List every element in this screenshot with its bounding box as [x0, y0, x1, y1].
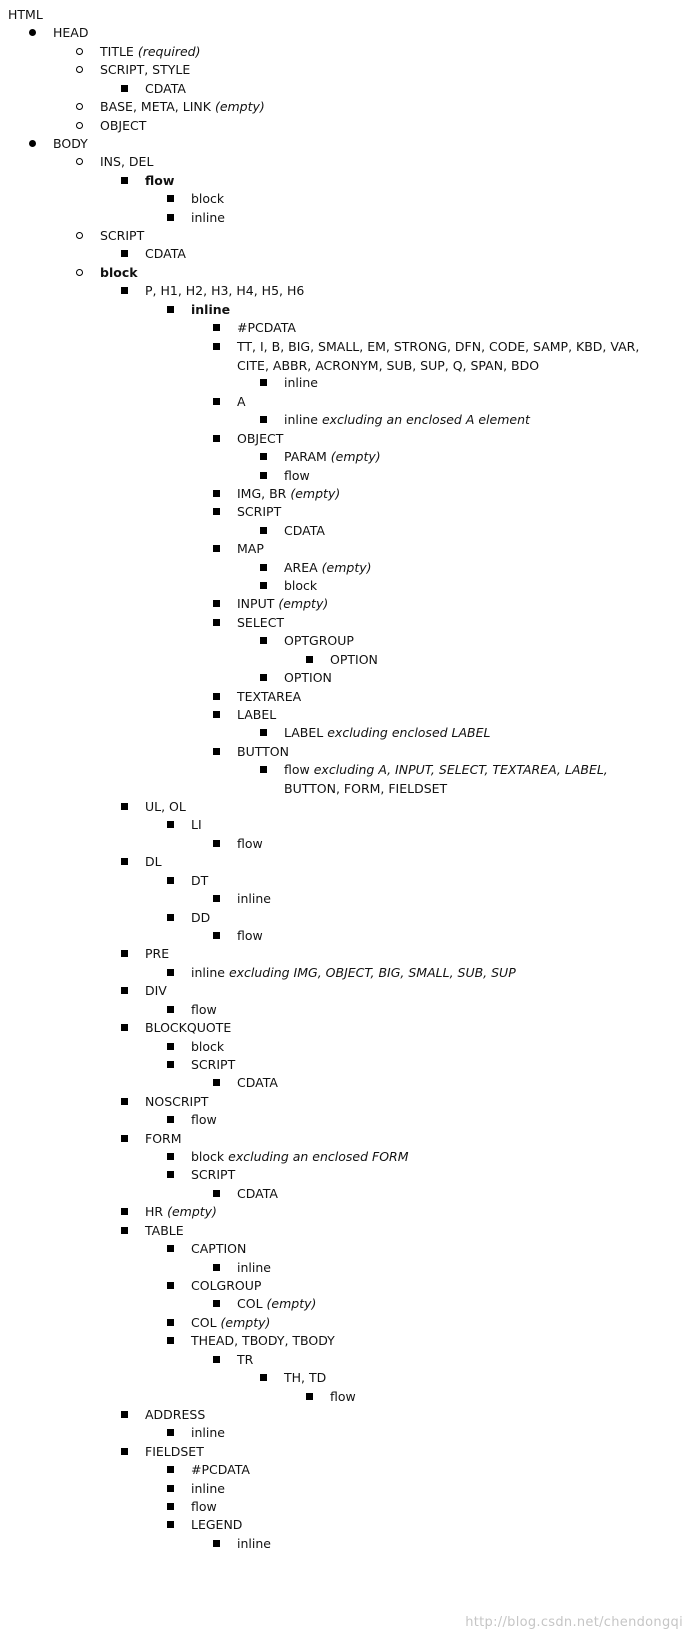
tree-node-th-td — [284, 1368, 326, 1387]
node-note: (empty) — [290, 485, 341, 501]
tree-node-p-h — [145, 281, 304, 300]
square-bullet-icon — [258, 466, 268, 485]
node-label: BODY — [53, 135, 88, 151]
node-label: SCRIPT — [100, 228, 145, 244]
node-label: inline — [191, 964, 225, 980]
tree-node-address — [145, 1405, 205, 1424]
tree-node-dd — [191, 908, 210, 927]
node-label: flow — [330, 1388, 356, 1404]
node-label: BASE, META, LINK — [100, 99, 211, 115]
node-label: CDATA — [237, 1185, 278, 1201]
tree-node-colgroup — [191, 1276, 261, 1295]
tree-node-tr — [237, 1350, 253, 1369]
node-label: TITLE — [100, 43, 134, 59]
node-label: block — [191, 191, 225, 207]
square-bullet-icon — [165, 1331, 175, 1350]
node-label: LEGEND — [191, 1517, 243, 1533]
tree-node-block-bq — [191, 1037, 224, 1056]
tree-node-select — [237, 613, 284, 632]
tree-node-optgroup — [284, 631, 354, 650]
node-label: MAP — [237, 541, 264, 557]
node-label: NOSCRIPT — [145, 1093, 209, 1109]
tree-node-body — [53, 134, 88, 153]
tree-node-map — [237, 539, 264, 558]
square-bullet-icon — [119, 79, 129, 98]
tree-node-col-in-group — [237, 1294, 316, 1313]
square-bullet-icon — [211, 687, 221, 706]
tree-node-flow-button — [284, 760, 608, 798]
tree-node-textarea — [237, 687, 301, 706]
node-label: COLGROUP — [191, 1277, 262, 1293]
square-bullet-icon — [211, 742, 221, 761]
node-label: TABLE — [145, 1222, 184, 1238]
tree-node-label-inner — [284, 723, 491, 742]
node-label: FORM — [145, 1130, 182, 1146]
square-bullet-icon — [165, 815, 175, 834]
tree-node-inline-pre — [191, 963, 516, 982]
node-note: (empty) — [167, 1204, 217, 1220]
node-label: inline — [191, 301, 231, 317]
circle-bullet-icon — [74, 263, 84, 282]
node-label: CDATA — [284, 522, 325, 538]
node-label: SCRIPT — [237, 504, 282, 520]
node-label: inline — [284, 412, 318, 428]
tree-node-inline-p — [191, 300, 230, 319]
square-bullet-icon — [304, 1387, 314, 1406]
tree-node-inline-dt — [237, 889, 271, 908]
tree-node-flow-noscript — [191, 1110, 217, 1129]
tree-node-ins-del — [100, 152, 153, 171]
node-label: PARAM — [284, 449, 327, 465]
circle-bullet-icon — [74, 152, 84, 171]
square-bullet-icon — [119, 944, 129, 963]
square-bullet-icon — [211, 502, 221, 521]
node-label: BUTTON — [237, 743, 289, 759]
square-bullet-icon — [211, 1294, 221, 1313]
node-label: BLOCKQUOTE — [145, 1020, 232, 1036]
tree-node-legend — [191, 1515, 242, 1534]
square-bullet-icon — [165, 1313, 175, 1332]
square-bullet-icon — [211, 1350, 221, 1369]
node-label: SCRIPT — [191, 1167, 236, 1183]
square-bullet-icon — [119, 797, 129, 816]
tree-node-caption — [191, 1239, 246, 1258]
node-label: block — [284, 578, 318, 594]
tree-node-form — [145, 1129, 182, 1148]
tree-node-ul-ol — [145, 797, 186, 816]
node-label: AREA — [284, 559, 318, 575]
square-bullet-icon — [211, 337, 221, 356]
node-label: UL, OL — [145, 799, 186, 815]
square-bullet-icon — [165, 1515, 175, 1534]
node-note: excluding enclosed LABEL — [327, 725, 491, 741]
square-bullet-icon — [258, 631, 268, 650]
tree-node-flow-li — [237, 834, 263, 853]
node-label: TR — [237, 1351, 254, 1367]
tree-node-block-form — [191, 1147, 409, 1166]
node-label: inline — [237, 1259, 271, 1275]
square-bullet-icon — [211, 613, 221, 632]
tree-node-base-meta-link — [100, 97, 265, 116]
tree-node-cdata-bq — [237, 1073, 278, 1092]
tree-node-flow-div — [191, 1000, 217, 1019]
watermark: http://blog.csdn.net/chendongqi — [465, 1615, 683, 1630]
node-label: CDATA — [145, 246, 186, 262]
square-bullet-icon — [258, 668, 268, 687]
square-bullet-icon — [119, 1221, 129, 1240]
square-bullet-icon — [211, 1258, 221, 1277]
node-label: OPTGROUP — [284, 633, 354, 649]
node-note: (empty) — [330, 449, 381, 465]
node-label: CDATA — [145, 80, 186, 96]
tree-node-object — [237, 429, 283, 448]
tree-node-script-body — [100, 226, 144, 245]
square-bullet-icon — [165, 1497, 175, 1516]
node-label-continuation: CITE, ABBR, ACRONYM, SUB, SUP, Q, SPAN, BDO — [237, 357, 540, 373]
node-note: (empty) — [321, 559, 372, 575]
node-label: THEAD, TBODY, TBODY — [191, 1333, 335, 1349]
node-label: flow — [191, 1499, 217, 1515]
square-bullet-icon — [211, 889, 221, 908]
tree-node-option-group — [330, 650, 378, 669]
node-label: block — [191, 1149, 225, 1165]
node-label: flow — [191, 1001, 217, 1017]
circle-bullet-icon — [74, 42, 84, 61]
square-bullet-icon — [119, 1129, 129, 1148]
node-label: DT — [191, 872, 209, 888]
node-note-continuation: BUTTON, FORM, FIELDSET — [284, 781, 448, 797]
square-bullet-icon — [258, 373, 268, 392]
square-bullet-icon — [211, 392, 221, 411]
node-label: block — [191, 1038, 225, 1054]
node-label: inline — [191, 1425, 225, 1441]
tree-node-block-map — [284, 576, 317, 595]
node-label: TT, I, B, BIG, SMALL, EM, STRONG, DFN, CODE, SAMP, KBD, VAR, — [237, 338, 640, 354]
node-label: P, H1, H2, H3, H4, H5, H6 — [145, 283, 305, 299]
node-label: flow — [237, 835, 263, 851]
square-bullet-icon — [165, 1000, 175, 1019]
tree-node-html — [8, 5, 43, 24]
tree-node-button — [237, 742, 289, 761]
tree-node-head — [53, 23, 88, 42]
node-label: OBJECT — [237, 430, 284, 446]
square-bullet-icon — [211, 484, 221, 503]
node-label: OPTION — [284, 670, 332, 686]
tree-node-label — [237, 705, 276, 724]
node-label: LI — [191, 817, 202, 833]
tree-node-script-style — [100, 60, 190, 79]
tree-node-inline-tt — [284, 373, 318, 392]
square-bullet-icon — [165, 1055, 175, 1074]
tree-node-a — [237, 392, 246, 411]
tree-node-col — [191, 1313, 270, 1332]
node-label: #PCDATA — [191, 1462, 250, 1478]
tree-node-param — [284, 447, 381, 466]
node-label: DD — [191, 909, 211, 925]
tree-node-flow-dd — [237, 926, 263, 945]
tree-node-script-form — [191, 1165, 235, 1184]
node-note: excluding IMG, OBJECT, BIG, SMALL, SUB, SUP — [228, 964, 516, 980]
tree-node-title — [100, 42, 201, 61]
tree-node-script-inline — [237, 502, 281, 521]
tree-node-inline-caption — [237, 1258, 271, 1277]
node-note: (required) — [137, 43, 201, 59]
node-label: A — [237, 393, 246, 409]
node-label: inline — [284, 375, 318, 391]
square-bullet-icon — [119, 1018, 129, 1037]
square-bullet-icon — [211, 705, 221, 724]
node-label: LABEL — [284, 725, 324, 741]
square-bullet-icon — [165, 1423, 175, 1442]
node-label: TH, TD — [284, 1370, 327, 1386]
tree-node-input — [237, 594, 328, 613]
tree-node-table — [145, 1221, 184, 1240]
tree-node-inline-a — [284, 410, 530, 429]
tree-node-area — [284, 558, 372, 577]
node-label: FIELDSET — [145, 1443, 204, 1459]
tree-node-inline-insdel — [191, 208, 225, 227]
tree-node-inline-fs — [191, 1479, 225, 1498]
node-label: SCRIPT — [191, 1056, 236, 1072]
square-bullet-icon — [211, 1534, 221, 1553]
tree-node-tt-group — [237, 337, 639, 375]
node-label: flow — [284, 467, 310, 483]
square-bullet-icon — [165, 1147, 175, 1166]
square-bullet-icon — [258, 723, 268, 742]
square-bullet-icon — [165, 963, 175, 982]
node-note: (empty) — [220, 1314, 271, 1330]
square-bullet-icon — [258, 760, 268, 779]
node-label: HR — [145, 1204, 164, 1220]
node-note: (empty) — [214, 99, 265, 115]
tree-node-inline-legend — [237, 1534, 271, 1553]
square-bullet-icon — [165, 908, 175, 927]
square-bullet-icon — [119, 244, 129, 263]
node-label: TEXTAREA — [237, 688, 302, 704]
node-label: inline — [191, 1480, 225, 1496]
square-bullet-icon — [211, 1184, 221, 1203]
square-bullet-icon — [165, 208, 175, 227]
square-bullet-icon — [119, 171, 129, 190]
square-bullet-icon — [165, 1110, 175, 1129]
square-bullet-icon — [258, 558, 268, 577]
square-bullet-icon — [165, 1479, 175, 1498]
square-bullet-icon — [258, 447, 268, 466]
node-label: ADDRESS — [145, 1406, 206, 1422]
tree-node-pcdata — [237, 318, 296, 337]
square-bullet-icon — [165, 871, 175, 890]
node-label: INS, DEL — [100, 154, 154, 170]
node-label: HEAD — [53, 25, 89, 41]
tree-node-noscript — [145, 1092, 208, 1111]
square-bullet-icon — [119, 1092, 129, 1111]
square-bullet-icon — [165, 1165, 175, 1184]
tree-node-dt — [191, 871, 208, 890]
square-bullet-icon — [119, 1202, 129, 1221]
square-bullet-icon — [258, 576, 268, 595]
node-label: flow — [237, 928, 263, 943]
tree-node-block-insdel — [191, 189, 224, 208]
node-note: excluding an enclosed A element — [321, 412, 530, 428]
circle-bullet-icon — [74, 226, 84, 245]
circle-bullet-icon — [74, 97, 84, 116]
square-bullet-icon — [165, 300, 175, 319]
node-label: HTML — [8, 7, 43, 22]
tree-node-flow-insdel — [145, 171, 174, 190]
node-note: excluding A, INPUT, SELECT, TEXTAREA, LABEL, — [313, 762, 608, 778]
tree-node-hr — [145, 1202, 217, 1221]
node-label: DL — [145, 854, 162, 870]
tree-node-img-br — [237, 484, 340, 503]
tree-node-cdata-head — [145, 79, 186, 98]
tree-node-cdata-inline — [284, 521, 325, 540]
node-label: IMG, BR — [237, 485, 287, 501]
tree-node-li — [191, 815, 202, 834]
tree-node-script-bq — [191, 1055, 235, 1074]
tree-node-flow-td — [330, 1387, 356, 1406]
node-note: (empty) — [278, 596, 329, 612]
tree-node-block-body — [100, 263, 138, 282]
node-label: INPUT — [237, 596, 275, 612]
square-bullet-icon — [211, 429, 221, 448]
square-bullet-icon — [211, 318, 221, 337]
square-bullet-icon — [211, 594, 221, 613]
square-bullet-icon — [165, 1037, 175, 1056]
square-bullet-icon — [165, 1239, 175, 1258]
node-label: COL — [191, 1314, 217, 1330]
circle-bullet-icon — [74, 60, 84, 79]
node-label: flow — [191, 1112, 217, 1128]
tree-node-fieldset — [145, 1442, 204, 1461]
node-label: SCRIPT, STYLE — [100, 62, 191, 78]
disc-bullet-icon — [27, 134, 37, 153]
tree-node-pcdata-fs — [191, 1460, 250, 1479]
tree-node-thead — [191, 1331, 335, 1350]
node-label: inline — [237, 891, 271, 907]
node-label: SELECT — [237, 614, 285, 630]
square-bullet-icon — [119, 852, 129, 871]
square-bullet-icon — [211, 834, 221, 853]
tree-node-flow-fs — [191, 1497, 217, 1516]
node-label: LABEL — [237, 706, 277, 722]
node-label: CDATA — [237, 1075, 278, 1091]
node-label: DIV — [145, 983, 167, 999]
tree-node-option — [284, 668, 332, 687]
node-label: OBJECT — [100, 117, 147, 133]
node-note: excluding an enclosed FORM — [228, 1149, 409, 1165]
square-bullet-icon — [258, 1368, 268, 1387]
tree-node-blockquote — [145, 1018, 231, 1037]
node-label: flow — [284, 762, 310, 778]
node-label: PRE — [145, 946, 170, 962]
square-bullet-icon — [165, 1460, 175, 1479]
node-note: (empty) — [266, 1296, 317, 1312]
square-bullet-icon — [258, 410, 268, 429]
square-bullet-icon — [165, 1276, 175, 1295]
disc-bullet-icon — [27, 23, 37, 42]
square-bullet-icon — [165, 189, 175, 208]
node-label: OPTION — [330, 651, 378, 667]
square-bullet-icon — [211, 539, 221, 558]
square-bullet-icon — [119, 1442, 129, 1461]
node-label: #PCDATA — [237, 320, 296, 336]
square-bullet-icon — [119, 1405, 129, 1424]
tree-node-div — [145, 981, 167, 1000]
tree-node-pre — [145, 944, 169, 963]
square-bullet-icon — [119, 281, 129, 300]
square-bullet-icon — [258, 521, 268, 540]
tree-node-flow-object — [284, 466, 310, 485]
node-label: COL — [237, 1296, 263, 1312]
square-bullet-icon — [211, 926, 221, 945]
tree-node-cdata-body — [145, 244, 186, 263]
node-label: block — [100, 264, 138, 280]
square-bullet-icon — [211, 1073, 221, 1092]
node-label: inline — [191, 209, 225, 225]
tree-node-cdata-form — [237, 1184, 278, 1203]
node-label: inline — [237, 1535, 271, 1551]
tree-node-object-head — [100, 116, 146, 135]
tree-node-inline-address — [191, 1423, 225, 1442]
square-bullet-icon — [119, 981, 129, 1000]
tree-node-dl — [145, 852, 162, 871]
square-bullet-icon — [304, 650, 314, 669]
node-label: flow — [145, 172, 175, 188]
node-label: CAPTION — [191, 1241, 247, 1257]
circle-bullet-icon — [74, 116, 84, 135]
